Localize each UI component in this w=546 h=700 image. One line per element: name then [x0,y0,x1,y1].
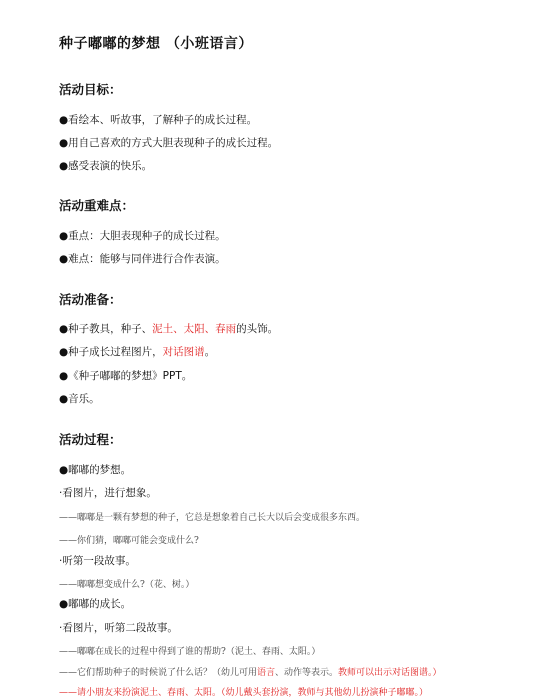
prep-item [59,321,278,336]
goal-item: ●感受表演的快乐。 [59,160,153,172]
process-note-text: ——它们帮助种子的时候说了什么话？（幼儿可用 [59,668,258,678]
process-substep: ·看图片，听第二段故事。 [59,622,178,634]
key-points-heading: 活动重难点： [59,198,135,213]
process-note: ——你们猜，嘟嘟可能会变成什么? [59,536,199,546]
prep-item-text: ●种子教具，种子、 [59,323,153,335]
goal-item: ●看绘本、听故事，了解种子的成长过程。 [59,114,258,126]
goals-heading: 活动目标： [59,82,122,97]
process-note: ——请小朋友来扮演泥土、春雨、太阳。（幼儿戴头套扮演，教师与其他幼儿扮演种子嘟嘟。） [59,688,429,698]
key-point-item: ●难点：能够与同伴进行合作表演。 [59,253,226,265]
process-step: ●嘟嘟的成长。 [59,598,132,610]
process-note: ——嘟嘟在成长的过程中得到了谁的帮助?（泥土、春雨、太阳。） [59,647,321,657]
process-note: ——嘟嘟是一颗有梦想的种子，它总是想象着自己长大以后会变成很多东西。 [59,513,366,523]
goal-item: ●用自己喜欢的方式大胆表现种子的成长过程。 [59,137,279,149]
prep-item-highlight: 泥土、太阳、春雨 [152,323,237,335]
prep-item-text: 的头饰。 [236,323,279,335]
process-note-text: 、动作等表示。 [275,668,339,678]
prep-item-text: ●种子成长过程图片， [59,346,163,358]
process-substep: ·听第一段故事。 [59,555,136,567]
prep-item: ●音乐。 [59,393,100,405]
process-note-highlight: 教师可以出示对话图谱。） [338,668,442,678]
prep-heading: 活动准备： [59,292,122,307]
prep-item-text: 。 [204,346,216,358]
process-substep: ·看图片，进行想象。 [59,487,157,499]
process-note: ——嘟嘟想变成什么?（花、树。） [59,580,195,590]
process-heading: 活动过程： [59,432,122,447]
prep-item-highlight: 对话图谱 [162,346,205,358]
prep-item [59,344,215,359]
key-point-item: ●重点：大胆表现种子的成长过程。 [59,230,226,242]
page-title: 种子嘟嘟的梦想 （小班语言） [59,36,253,52]
prep-item: ●《种子嘟嘟的梦想》PPT。 [59,370,193,382]
process-note [59,665,442,678]
process-note-highlight: 语言 [257,668,276,678]
process-step: ●嘟嘟的梦想。 [59,464,132,476]
